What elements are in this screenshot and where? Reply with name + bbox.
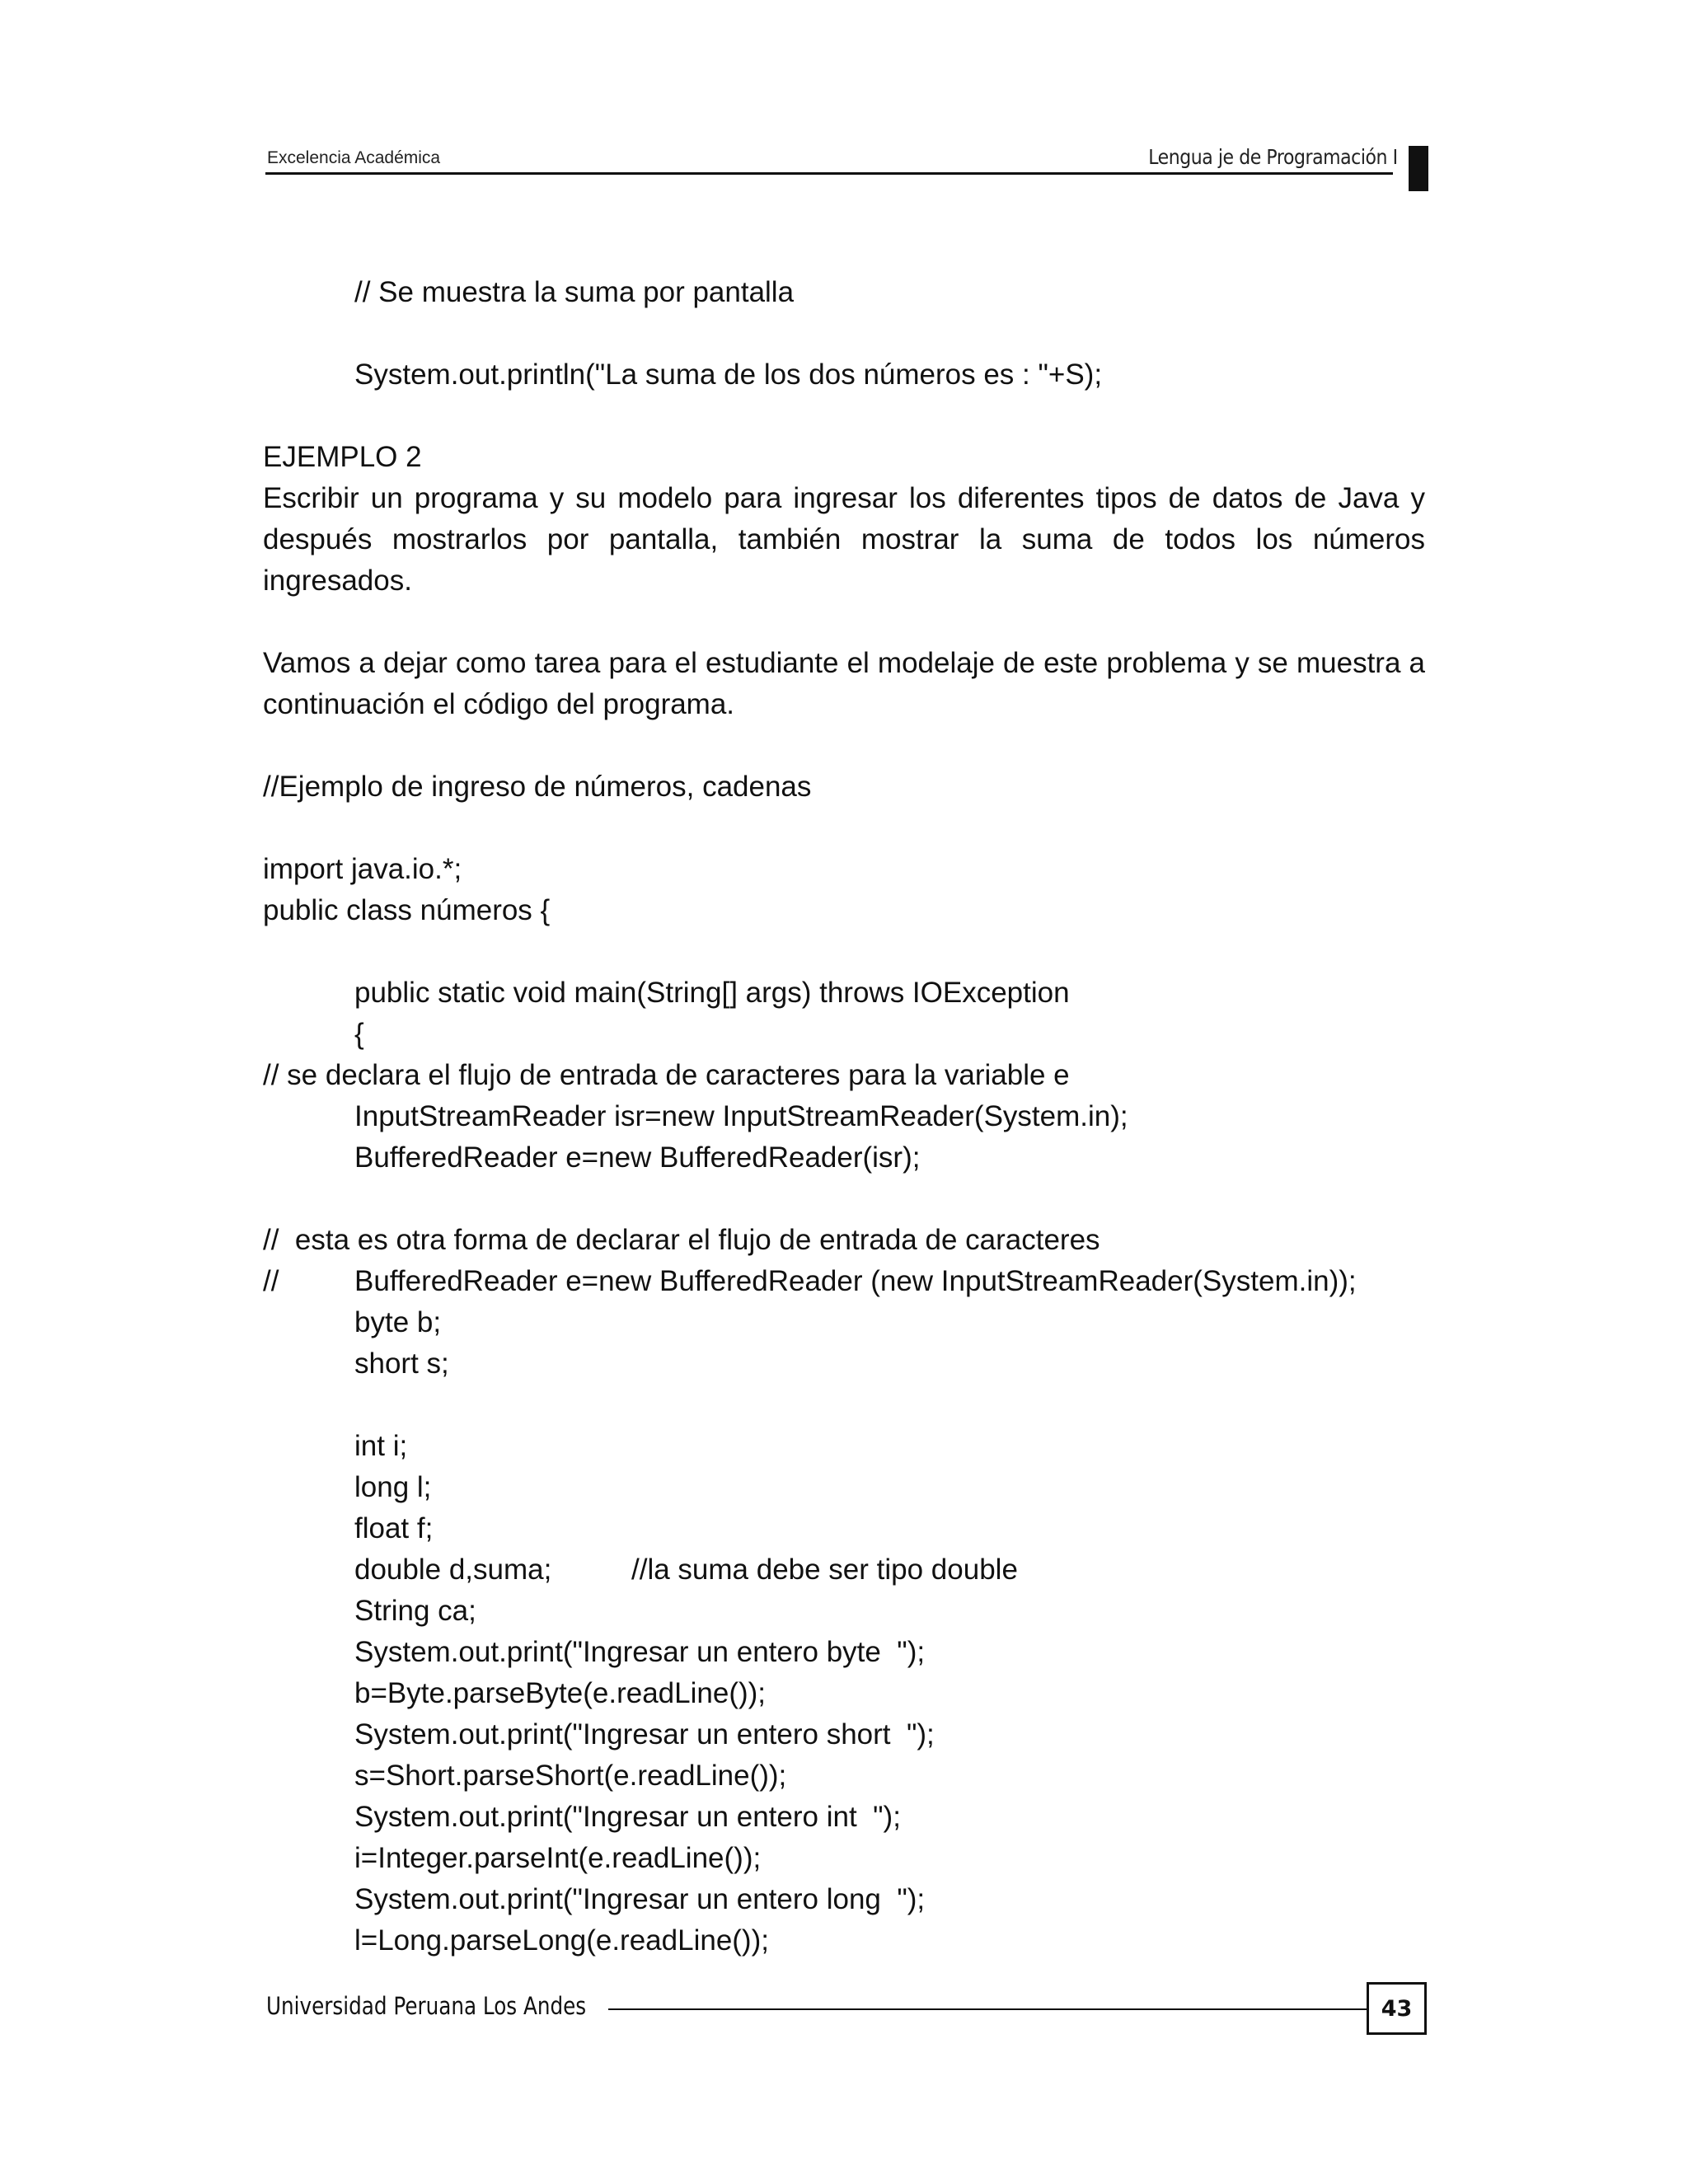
paragraph-exercise [263,478,1425,602]
code-line: l=Long.parseLong(e.readLine()); [354,1924,769,1957]
code-line: System.out.print("Ingresar un entero byte "); [354,1636,926,1668]
paragraph-line: continuación el código del programa. [263,688,735,720]
code-line: double d,suma; [354,1554,552,1586]
page-number: 43 [1381,1995,1413,2022]
header-tab-marker [1409,146,1428,191]
section-heading: EJEMPLO 2 [263,441,422,473]
code-line: s=Short.parseShort(e.readLine()); [354,1760,787,1792]
code-comment: // Se muestra la suma por pantalla [354,276,795,308]
code-line: System.out.println("La suma de los dos números es : "+S); [354,359,1103,391]
paragraph-task [263,643,1425,725]
paragraph-line: Vamos a dejar como tarea para el estudiante el modelaje de este problema y se muestra a [263,647,1425,679]
code-line: System.out.print("Ingresar un entero long "); [354,1883,926,1915]
code-line: float f; [354,1512,434,1544]
code-line: byte b; [354,1306,442,1338]
paragraph-line: ingresados. [263,565,412,597]
header-left-title: Excelencia Académica [267,148,441,167]
code-inline-comment: //la suma debe ser tipo double [631,1554,1018,1586]
header-rule [265,172,1393,175]
code-line: int i; [354,1430,408,1462]
code-line: String ca; [354,1595,476,1627]
paragraph-line: después mostrarlos por pantalla, también mostrar la suma de todos los números [263,523,1425,555]
footer-institution: Universidad Peruana Los Andes [266,1992,587,2020]
code-comment: // esta es otra forma de declarar el flujo de entrada de caracteres [263,1224,1100,1256]
footer-rule [608,2008,1367,2010]
code-comment: // se declara el flujo de entrada de caracteres para la variable e [263,1059,1070,1091]
page-number-box [1367,1982,1427,2035]
paragraph-line: Escribir un programa y su modelo para ingresar los diferentes tipos de datos de Java y [263,482,1425,514]
code-line: long l; [354,1471,432,1503]
code-line: public static void main(String[] args) throws IOException [354,977,1070,1009]
code-line: i=Integer.parseInt(e.readLine()); [354,1842,762,1874]
header-course-title: Lengua je de Programación I [1148,145,1398,169]
code-line: b=Byte.parseByte(e.readLine()); [354,1677,767,1709]
code-line: BufferedReader e=new BufferedReader (new InputStreamReader(System.in)); [354,1265,1357,1297]
code-line: { [354,1018,364,1050]
code-line: import java.io.*; [263,853,462,885]
code-line: System.out.print("Ingresar un entero short "); [354,1718,935,1750]
code-comment: //Ejemplo de ingreso de números, cadenas [263,771,812,803]
code-line: BufferedReader e=new BufferedReader(isr); [354,1141,921,1174]
code-comment-marker: // [263,1265,279,1297]
code-line: public class números { [263,894,551,926]
code-line: InputStreamReader isr=new InputStreamReader(System.in); [354,1100,1128,1132]
code-line: System.out.print("Ingresar un entero int "); [354,1801,901,1833]
code-line: short s; [354,1347,449,1380]
